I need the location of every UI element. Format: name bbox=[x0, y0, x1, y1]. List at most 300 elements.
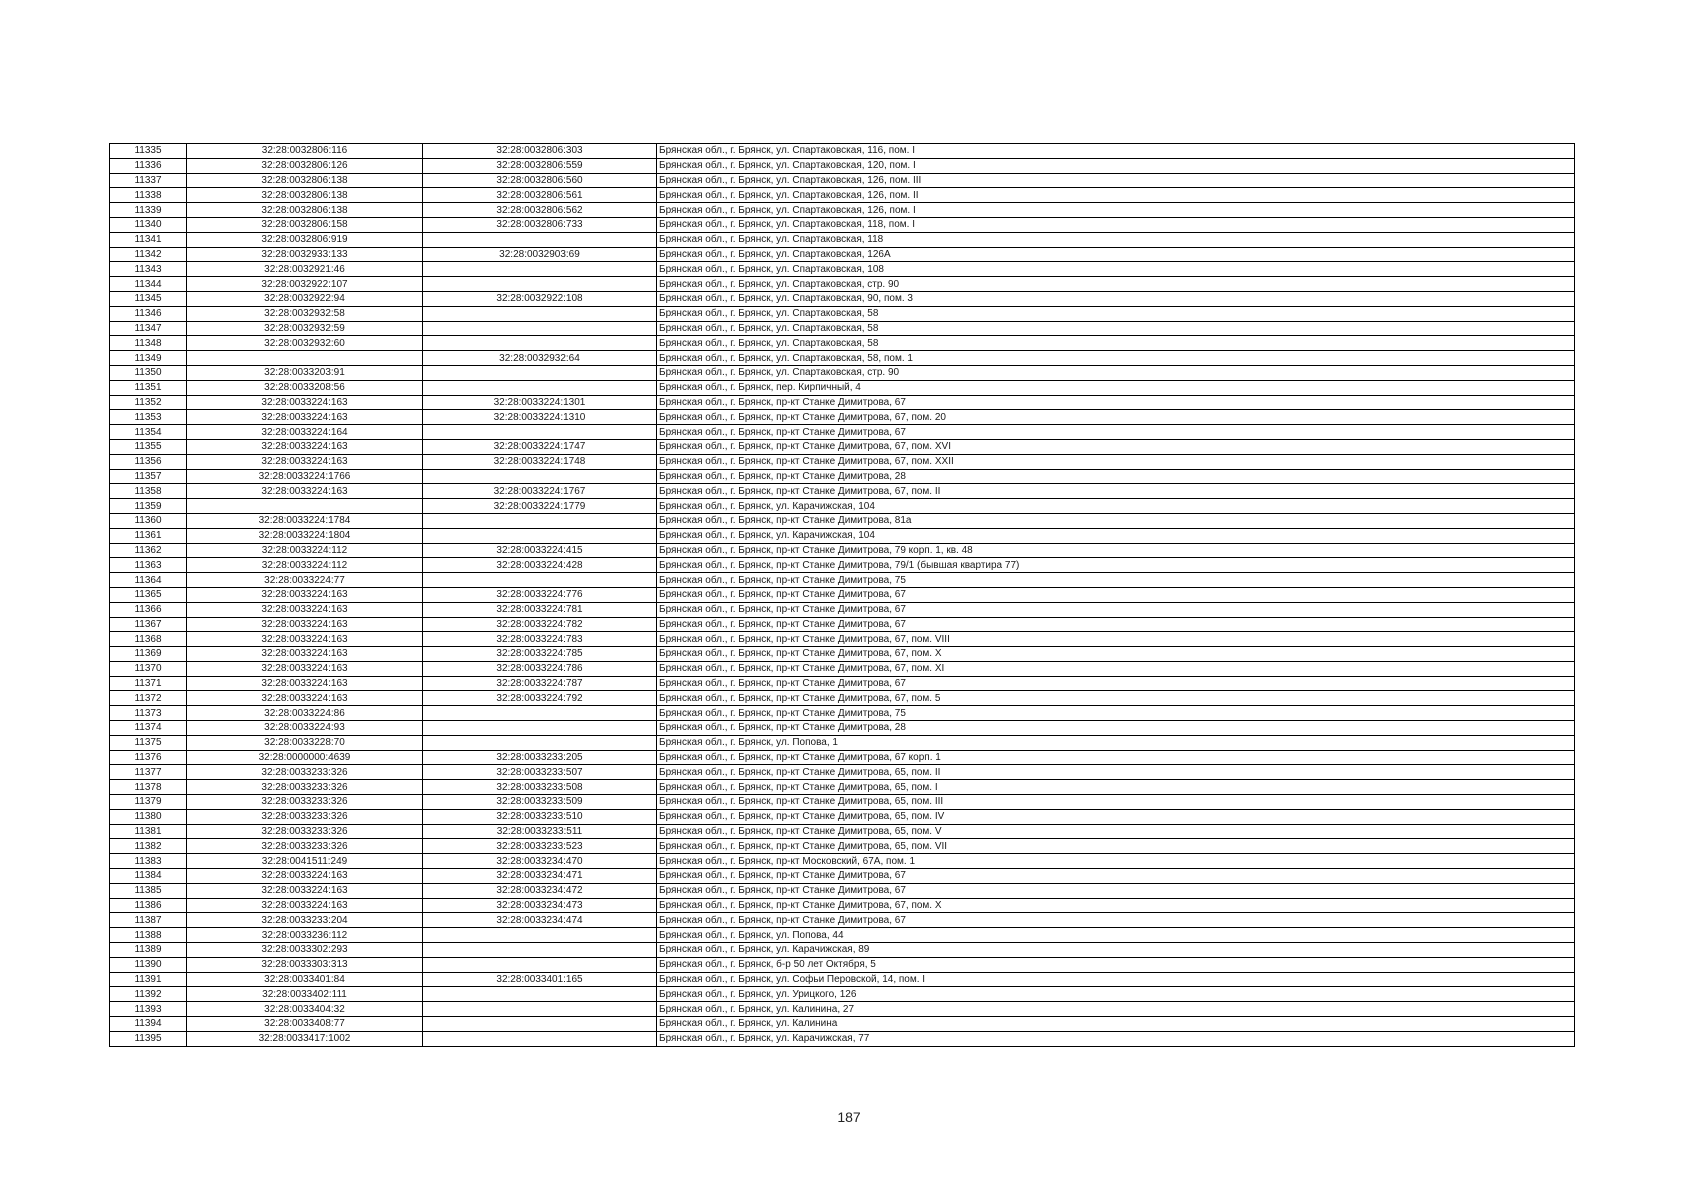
table-row bbox=[110, 558, 1575, 573]
object-cadastral-number-cell: 32:28:0033233:508 bbox=[423, 780, 657, 795]
address-cell: Брянская обл., г. Брянск, пр-кт Станке Димитрова, 67 bbox=[657, 395, 1575, 410]
object-cadastral-number-cell: 32:28:0032903:69 bbox=[423, 247, 657, 262]
object-cadastral-number-cell: 32:28:0033224:792 bbox=[423, 691, 657, 706]
parcel-cadastral-number-cell: 32:28:0033224:86 bbox=[187, 706, 423, 721]
parcel-cadastral-number-cell: 32:28:0033224:1766 bbox=[187, 469, 423, 484]
row-number-cell: 11383 bbox=[110, 854, 187, 869]
table-row bbox=[110, 647, 1575, 662]
object-cadastral-number-cell: 32:28:0033234:470 bbox=[423, 854, 657, 869]
object-cadastral-number-cell: 32:28:0033224:1747 bbox=[423, 439, 657, 454]
address-cell: Брянская обл., г. Брянск, ул. Спартаковская, 126А bbox=[657, 247, 1575, 262]
object-cadastral-number-cell: 32:28:0032806:561 bbox=[423, 188, 657, 203]
address-cell: Брянская обл., г. Брянск, пр-кт Станке Димитрова, 67, пом. 20 bbox=[657, 410, 1575, 425]
table-row bbox=[110, 1017, 1575, 1032]
parcel-cadastral-number-cell: 32:28:0041511:249 bbox=[187, 854, 423, 869]
parcel-cadastral-number-cell: 32:28:0033303:313 bbox=[187, 957, 423, 972]
row-number-cell: 11391 bbox=[110, 972, 187, 987]
table-row bbox=[110, 528, 1575, 543]
object-cadastral-number-cell bbox=[423, 1002, 657, 1017]
parcel-cadastral-number-cell: 32:28:0033224:163 bbox=[187, 647, 423, 662]
object-cadastral-number-cell: 32:28:0033224:782 bbox=[423, 617, 657, 632]
parcel-cadastral-number-cell: 32:28:0032806:126 bbox=[187, 158, 423, 173]
table-row bbox=[110, 351, 1575, 366]
row-number-cell: 11374 bbox=[110, 721, 187, 736]
table-row bbox=[110, 380, 1575, 395]
row-number-cell: 11354 bbox=[110, 425, 187, 440]
row-number-cell: 11338 bbox=[110, 188, 187, 203]
address-cell: Брянская обл., г. Брянск, ул. Калинина bbox=[657, 1017, 1575, 1032]
row-number-cell: 11345 bbox=[110, 291, 187, 306]
row-number-cell: 11361 bbox=[110, 528, 187, 543]
parcel-cadastral-number-cell: 32:28:0032932:60 bbox=[187, 336, 423, 351]
row-number-cell: 11387 bbox=[110, 913, 187, 928]
object-cadastral-number-cell: 32:28:0033224:1310 bbox=[423, 410, 657, 425]
parcel-cadastral-number-cell: 32:28:0032933:133 bbox=[187, 247, 423, 262]
object-cadastral-number-cell bbox=[423, 277, 657, 292]
parcel-cadastral-number-cell: 32:28:0033233:326 bbox=[187, 839, 423, 854]
row-number-cell: 11342 bbox=[110, 247, 187, 262]
object-cadastral-number-cell bbox=[423, 721, 657, 736]
row-number-cell: 11371 bbox=[110, 676, 187, 691]
object-cadastral-number-cell: 32:28:0032806:559 bbox=[423, 158, 657, 173]
row-number-cell: 11376 bbox=[110, 750, 187, 765]
object-cadastral-number-cell: 32:28:0033224:783 bbox=[423, 632, 657, 647]
row-number-cell: 11340 bbox=[110, 217, 187, 232]
table-row bbox=[110, 602, 1575, 617]
parcel-cadastral-number-cell: 32:28:0033233:326 bbox=[187, 824, 423, 839]
row-number-cell: 11352 bbox=[110, 395, 187, 410]
parcel-cadastral-number-cell: 32:28:0033208:56 bbox=[187, 380, 423, 395]
row-number-cell: 11384 bbox=[110, 869, 187, 884]
object-cadastral-number-cell: 32:28:0033224:1779 bbox=[423, 499, 657, 514]
row-number-cell: 11362 bbox=[110, 543, 187, 558]
table-row bbox=[110, 247, 1575, 262]
address-cell: Брянская обл., г. Брянск, ул. Калинина, 27 bbox=[657, 1002, 1575, 1017]
row-number-cell: 11379 bbox=[110, 795, 187, 810]
address-cell: Брянская обл., г. Брянск, ул. Спартаковская, 108 bbox=[657, 262, 1575, 277]
row-number-cell: 11344 bbox=[110, 277, 187, 292]
table-row bbox=[110, 987, 1575, 1002]
address-cell: Брянская обл., г. Брянск, ул. Спартаковская, 126, пом. III bbox=[657, 173, 1575, 188]
address-cell: Брянская обл., г. Брянск, ул. Спартаковская, 58 bbox=[657, 321, 1575, 336]
address-cell: Брянская обл., г. Брянск, пр-кт Станке Димитрова, 67 bbox=[657, 425, 1575, 440]
parcel-cadastral-number-cell: 32:28:0033224:163 bbox=[187, 661, 423, 676]
address-cell: Брянская обл., г. Брянск, пр-кт Станке Димитрова, 65, пом. III bbox=[657, 795, 1575, 810]
address-cell: Брянская обл., г. Брянск, пр-кт Станке Димитрова, 67, пом. VIII bbox=[657, 632, 1575, 647]
parcel-cadastral-number-cell bbox=[187, 499, 423, 514]
address-cell: Брянская обл., г. Брянск, пр-кт Станке Димитрова, 67, пом. XVI bbox=[657, 439, 1575, 454]
table-row bbox=[110, 750, 1575, 765]
object-cadastral-number-cell bbox=[423, 365, 657, 380]
address-cell: Брянская обл., г. Брянск, пр-кт Станке Димитрова, 67, пом. 5 bbox=[657, 691, 1575, 706]
row-number-cell: 11373 bbox=[110, 706, 187, 721]
object-cadastral-number-cell: 32:28:0033224:1748 bbox=[423, 454, 657, 469]
address-cell: Брянская обл., г. Брянск, б-р 50 лет Октября, 5 bbox=[657, 957, 1575, 972]
table-row bbox=[110, 454, 1575, 469]
parcel-cadastral-number-cell: 32:28:0032806:919 bbox=[187, 232, 423, 247]
address-cell: Брянская обл., г. Брянск, пр-кт Станке Димитрова, 75 bbox=[657, 573, 1575, 588]
address-cell: Брянская обл., г. Брянск, ул. Карачижская, 104 bbox=[657, 499, 1575, 514]
row-number-cell: 11378 bbox=[110, 780, 187, 795]
row-number-cell: 11335 bbox=[110, 144, 187, 159]
parcel-cadastral-number-cell: 32:28:0033224:1804 bbox=[187, 528, 423, 543]
address-cell: Брянская обл., г. Брянск, ул. Карачижская, 77 bbox=[657, 1031, 1575, 1046]
address-cell: Брянская обл., г. Брянск, пр-кт Станке Димитрова, 67, пом. X bbox=[657, 647, 1575, 662]
parcel-cadastral-number-cell: 32:28:0000000:4639 bbox=[187, 750, 423, 765]
table-row bbox=[110, 410, 1575, 425]
address-cell: Брянская обл., г. Брянск, ул. Спартаковская, 90, пом. 3 bbox=[657, 291, 1575, 306]
row-number-cell: 11377 bbox=[110, 765, 187, 780]
address-cell: Брянская обл., г. Брянск, пр-кт Станке Димитрова, 67 bbox=[657, 913, 1575, 928]
address-cell: Брянская обл., г. Брянск, ул. Софьи Перовской, 14, пом. I bbox=[657, 972, 1575, 987]
row-number-cell: 11347 bbox=[110, 321, 187, 336]
parcel-cadastral-number-cell: 32:28:0033224:163 bbox=[187, 632, 423, 647]
row-number-cell: 11385 bbox=[110, 883, 187, 898]
address-cell: Брянская обл., г. Брянск, пр-кт Станке Димитрова, 67 bbox=[657, 883, 1575, 898]
row-number-cell: 11348 bbox=[110, 336, 187, 351]
address-cell: Брянская обл., г. Брянск, пр-кт Станке Димитрова, 67, пом. II bbox=[657, 484, 1575, 499]
table-row bbox=[110, 1031, 1575, 1046]
object-cadastral-number-cell: 32:28:0033224:1301 bbox=[423, 395, 657, 410]
row-number-cell: 11360 bbox=[110, 513, 187, 528]
object-cadastral-number-cell bbox=[423, 987, 657, 1002]
address-cell: Брянская обл., г. Брянск, пр-кт Станке Димитрова, 81а bbox=[657, 513, 1575, 528]
address-cell: Брянская обл., г. Брянск, ул. Спартаковская, 126, пом. I bbox=[657, 203, 1575, 218]
page-number: 187 bbox=[837, 1109, 861, 1125]
row-number-cell: 11336 bbox=[110, 158, 187, 173]
table-row bbox=[110, 676, 1575, 691]
object-cadastral-number-cell: 32:28:0032806:560 bbox=[423, 173, 657, 188]
object-cadastral-number-cell: 32:28:0033224:785 bbox=[423, 647, 657, 662]
table-row bbox=[110, 780, 1575, 795]
address-cell: Брянская обл., г. Брянск, пр-кт Станке Димитрова, 67, пом. XI bbox=[657, 661, 1575, 676]
object-cadastral-number-cell: 32:28:0033234:473 bbox=[423, 898, 657, 913]
parcel-cadastral-number-cell: 32:28:0032932:59 bbox=[187, 321, 423, 336]
table-row bbox=[110, 499, 1575, 514]
object-cadastral-number-cell: 32:28:0032806:303 bbox=[423, 144, 657, 159]
address-cell: Брянская обл., г. Брянск, пр-кт Станке Димитрова, 67 bbox=[657, 602, 1575, 617]
table-row bbox=[110, 291, 1575, 306]
table-row bbox=[110, 217, 1575, 232]
address-cell: Брянская обл., г. Брянск, пр-кт Станке Димитрова, 75 bbox=[657, 706, 1575, 721]
address-cell: Брянская обл., г. Брянск, ул. Карачижская, 104 bbox=[657, 528, 1575, 543]
object-cadastral-number-cell bbox=[423, 735, 657, 750]
table-row bbox=[110, 144, 1575, 159]
object-cadastral-number-cell: 32:28:0033233:507 bbox=[423, 765, 657, 780]
address-cell: Брянская обл., г. Брянск, пр-кт Станке Димитрова, 67 bbox=[657, 676, 1575, 691]
address-cell: Брянская обл., г. Брянск, ул. Карачижская, 89 bbox=[657, 943, 1575, 958]
address-cell: Брянская обл., г. Брянск, ул. Спартаковская, стр. 90 bbox=[657, 277, 1575, 292]
table-row bbox=[110, 277, 1575, 292]
address-cell: Брянская обл., г. Брянск, ул. Спартаковская, 58 bbox=[657, 336, 1575, 351]
address-cell: Брянская обл., г. Брянск, пр-кт Станке Димитрова, 67, пом. XXII bbox=[657, 454, 1575, 469]
address-cell: Брянская обл., г. Брянск, пр-кт Станке Димитрова, 67 bbox=[657, 869, 1575, 884]
address-cell: Брянская обл., г. Брянск, пр-кт Станке Димитрова, 65, пом. II bbox=[657, 765, 1575, 780]
object-cadastral-number-cell bbox=[423, 262, 657, 277]
object-cadastral-number-cell bbox=[423, 528, 657, 543]
row-number-cell: 11394 bbox=[110, 1017, 187, 1032]
object-cadastral-number-cell: 32:28:0033224:776 bbox=[423, 587, 657, 602]
parcel-cadastral-number-cell: 32:28:0032806:138 bbox=[187, 173, 423, 188]
object-cadastral-number-cell bbox=[423, 957, 657, 972]
address-cell: Брянская обл., г. Брянск, ул. Спартаковская, 58, пом. 1 bbox=[657, 351, 1575, 366]
row-number-cell: 11382 bbox=[110, 839, 187, 854]
parcel-cadastral-number-cell: 32:28:0033224:163 bbox=[187, 691, 423, 706]
row-number-cell: 11364 bbox=[110, 573, 187, 588]
parcel-cadastral-number-cell: 32:28:0033224:77 bbox=[187, 573, 423, 588]
address-cell: Брянская обл., г. Брянск, пр-кт Станке Димитрова, 65, пом. VII bbox=[657, 839, 1575, 854]
parcel-cadastral-number-cell: 32:28:0033224:163 bbox=[187, 676, 423, 691]
address-cell: Брянская обл., г. Брянск, пр-кт Станке Димитрова, 28 bbox=[657, 469, 1575, 484]
object-cadastral-number-cell: 32:28:0033224:787 bbox=[423, 676, 657, 691]
object-cadastral-number-cell: 32:28:0033224:781 bbox=[423, 602, 657, 617]
parcel-cadastral-number-cell: 32:28:0033224:163 bbox=[187, 439, 423, 454]
table-row bbox=[110, 898, 1575, 913]
parcel-cadastral-number-cell: 32:28:0033224:112 bbox=[187, 543, 423, 558]
address-cell: Брянская обл., г. Брянск, ул. Спартаковская, 118, пом. I bbox=[657, 217, 1575, 232]
row-number-cell: 11349 bbox=[110, 351, 187, 366]
parcel-cadastral-number-cell: 32:28:0032806:138 bbox=[187, 203, 423, 218]
object-cadastral-number-cell bbox=[423, 706, 657, 721]
object-cadastral-number-cell bbox=[423, 425, 657, 440]
row-number-cell: 11369 bbox=[110, 647, 187, 662]
row-number-cell: 11346 bbox=[110, 306, 187, 321]
row-number-cell: 11372 bbox=[110, 691, 187, 706]
table-row bbox=[110, 306, 1575, 321]
parcel-cadastral-number-cell bbox=[187, 351, 423, 366]
table-row bbox=[110, 232, 1575, 247]
address-cell: Брянская обл., г. Брянск, пр-кт Станке Димитрова, 79/1 (бывшая квартира 77) bbox=[657, 558, 1575, 573]
parcel-cadastral-number-cell: 32:28:0033224:164 bbox=[187, 425, 423, 440]
parcel-cadastral-number-cell: 32:28:0033203:91 bbox=[187, 365, 423, 380]
object-cadastral-number-cell: 32:28:0033401:165 bbox=[423, 972, 657, 987]
table-row bbox=[110, 439, 1575, 454]
table-row bbox=[110, 203, 1575, 218]
table-row bbox=[110, 587, 1575, 602]
object-cadastral-number-cell: 32:28:0032922:108 bbox=[423, 291, 657, 306]
parcel-cadastral-number-cell: 32:28:0033224:112 bbox=[187, 558, 423, 573]
registry-table-body bbox=[110, 144, 1575, 1047]
parcel-cadastral-number-cell: 32:28:0033224:163 bbox=[187, 484, 423, 499]
parcel-cadastral-number-cell: 32:28:0033224:163 bbox=[187, 898, 423, 913]
address-cell: Брянская обл., г. Брянск, пр-кт Московский, 67А, пом. 1 bbox=[657, 854, 1575, 869]
parcel-cadastral-number-cell: 32:28:0033404:32 bbox=[187, 1002, 423, 1017]
row-number-cell: 11386 bbox=[110, 898, 187, 913]
address-cell: Брянская обл., г. Брянск, ул. Урицкого, 126 bbox=[657, 987, 1575, 1002]
object-cadastral-number-cell bbox=[423, 336, 657, 351]
object-cadastral-number-cell bbox=[423, 1031, 657, 1046]
parcel-cadastral-number-cell: 32:28:0033228:70 bbox=[187, 735, 423, 750]
table-row bbox=[110, 513, 1575, 528]
table-row bbox=[110, 795, 1575, 810]
table-row bbox=[110, 854, 1575, 869]
row-number-cell: 11356 bbox=[110, 454, 187, 469]
table-row bbox=[110, 365, 1575, 380]
address-cell: Брянская обл., г. Брянск, ул. Спартаковская, 126, пом. II bbox=[657, 188, 1575, 203]
row-number-cell: 11367 bbox=[110, 617, 187, 632]
parcel-cadastral-number-cell: 32:28:0033224:163 bbox=[187, 395, 423, 410]
address-cell: Брянская обл., г. Брянск, пр-кт Станке Димитрова, 28 bbox=[657, 721, 1575, 736]
parcel-cadastral-number-cell: 32:28:0032806:116 bbox=[187, 144, 423, 159]
object-cadastral-number-cell bbox=[423, 1017, 657, 1032]
table-row bbox=[110, 721, 1575, 736]
parcel-cadastral-number-cell: 32:28:0033224:163 bbox=[187, 869, 423, 884]
row-number-cell: 11395 bbox=[110, 1031, 187, 1046]
table-row bbox=[110, 972, 1575, 987]
parcel-cadastral-number-cell: 32:28:0033402:111 bbox=[187, 987, 423, 1002]
table-row bbox=[110, 173, 1575, 188]
table-row bbox=[110, 928, 1575, 943]
row-number-cell: 11380 bbox=[110, 809, 187, 824]
object-cadastral-number-cell bbox=[423, 321, 657, 336]
table-row bbox=[110, 395, 1575, 410]
row-number-cell: 11366 bbox=[110, 602, 187, 617]
object-cadastral-number-cell bbox=[423, 573, 657, 588]
table-row bbox=[110, 691, 1575, 706]
object-cadastral-number-cell: 32:28:0033224:786 bbox=[423, 661, 657, 676]
row-number-cell: 11358 bbox=[110, 484, 187, 499]
table-row bbox=[110, 883, 1575, 898]
address-cell: Брянская обл., г. Брянск, пр-кт Станке Димитрова, 67 корп. 1 bbox=[657, 750, 1575, 765]
object-cadastral-number-cell bbox=[423, 928, 657, 943]
table-row bbox=[110, 661, 1575, 676]
object-cadastral-number-cell bbox=[423, 513, 657, 528]
table-row bbox=[110, 617, 1575, 632]
object-cadastral-number-cell bbox=[423, 943, 657, 958]
table-row bbox=[110, 943, 1575, 958]
row-number-cell: 11351 bbox=[110, 380, 187, 395]
table-row bbox=[110, 336, 1575, 351]
parcel-cadastral-number-cell: 32:28:0033224:1784 bbox=[187, 513, 423, 528]
address-cell: Брянская обл., г. Брянск, пр-кт Станке Димитрова, 65, пом. I bbox=[657, 780, 1575, 795]
address-cell: Брянская обл., г. Брянск, пр-кт Станке Димитрова, 65, пом. IV bbox=[657, 809, 1575, 824]
address-cell: Брянская обл., г. Брянск, ул. Попова, 44 bbox=[657, 928, 1575, 943]
object-cadastral-number-cell: 32:28:0033234:471 bbox=[423, 869, 657, 884]
table-row bbox=[110, 188, 1575, 203]
parcel-cadastral-number-cell: 32:28:0033224:163 bbox=[187, 410, 423, 425]
parcel-cadastral-number-cell: 32:28:0033224:163 bbox=[187, 883, 423, 898]
address-cell: Брянская обл., г. Брянск, пр-кт Станке Димитрова, 67 bbox=[657, 617, 1575, 632]
parcel-cadastral-number-cell: 32:28:0032932:58 bbox=[187, 306, 423, 321]
parcel-cadastral-number-cell: 32:28:0033233:326 bbox=[187, 795, 423, 810]
table-row bbox=[110, 158, 1575, 173]
object-cadastral-number-cell bbox=[423, 469, 657, 484]
parcel-cadastral-number-cell: 32:28:0033408:77 bbox=[187, 1017, 423, 1032]
row-number-cell: 11355 bbox=[110, 439, 187, 454]
address-cell: Брянская обл., г. Брянск, ул. Спартаковская, 120, пом. I bbox=[657, 158, 1575, 173]
table-row bbox=[110, 913, 1575, 928]
row-number-cell: 11390 bbox=[110, 957, 187, 972]
address-cell: Брянская обл., г. Брянск, пер. Кирпичный, 4 bbox=[657, 380, 1575, 395]
object-cadastral-number-cell: 32:28:0032806:562 bbox=[423, 203, 657, 218]
parcel-cadastral-number-cell: 32:28:0033224:163 bbox=[187, 617, 423, 632]
parcel-cadastral-number-cell: 32:28:0033417:1002 bbox=[187, 1031, 423, 1046]
object-cadastral-number-cell: 32:28:0032806:733 bbox=[423, 217, 657, 232]
object-cadastral-number-cell: 32:28:0033234:474 bbox=[423, 913, 657, 928]
table-row bbox=[110, 735, 1575, 750]
table-row bbox=[110, 262, 1575, 277]
table-row bbox=[110, 869, 1575, 884]
parcel-cadastral-number-cell: 32:28:0033401:84 bbox=[187, 972, 423, 987]
parcel-cadastral-number-cell: 32:28:0033233:326 bbox=[187, 809, 423, 824]
object-cadastral-number-cell: 32:28:0033234:472 bbox=[423, 883, 657, 898]
row-number-cell: 11353 bbox=[110, 410, 187, 425]
row-number-cell: 11389 bbox=[110, 943, 187, 958]
row-number-cell: 11381 bbox=[110, 824, 187, 839]
address-cell: Брянская обл., г. Брянск, пр-кт Станке Димитрова, 65, пом. V bbox=[657, 824, 1575, 839]
row-number-cell: 11350 bbox=[110, 365, 187, 380]
object-cadastral-number-cell: 32:28:0033233:205 bbox=[423, 750, 657, 765]
row-number-cell: 11388 bbox=[110, 928, 187, 943]
registry-table bbox=[109, 143, 1575, 1047]
parcel-cadastral-number-cell: 32:28:0033224:163 bbox=[187, 587, 423, 602]
parcel-cadastral-number-cell: 32:28:0033233:326 bbox=[187, 765, 423, 780]
object-cadastral-number-cell: 32:28:0033233:511 bbox=[423, 824, 657, 839]
table-row bbox=[110, 839, 1575, 854]
address-cell: Брянская обл., г. Брянск, ул. Спартаковская, 116, пом. I bbox=[657, 144, 1575, 159]
address-cell: Брянская обл., г. Брянск, ул. Попова, 1 bbox=[657, 735, 1575, 750]
object-cadastral-number-cell bbox=[423, 306, 657, 321]
row-number-cell: 11341 bbox=[110, 232, 187, 247]
table-row bbox=[110, 824, 1575, 839]
parcel-cadastral-number-cell: 32:28:0033233:326 bbox=[187, 780, 423, 795]
object-cadastral-number-cell: 32:28:0033233:510 bbox=[423, 809, 657, 824]
table-row bbox=[110, 321, 1575, 336]
object-cadastral-number-cell: 32:28:0033233:509 bbox=[423, 795, 657, 810]
table-row bbox=[110, 484, 1575, 499]
object-cadastral-number-cell: 32:28:0032932:64 bbox=[423, 351, 657, 366]
address-cell: Брянская обл., г. Брянск, ул. Спартаковская, стр. 90 bbox=[657, 365, 1575, 380]
row-number-cell: 11337 bbox=[110, 173, 187, 188]
row-number-cell: 11343 bbox=[110, 262, 187, 277]
table-row bbox=[110, 543, 1575, 558]
row-number-cell: 11392 bbox=[110, 987, 187, 1002]
parcel-cadastral-number-cell: 32:28:0033224:93 bbox=[187, 721, 423, 736]
object-cadastral-number-cell: 32:28:0033233:523 bbox=[423, 839, 657, 854]
row-number-cell: 11339 bbox=[110, 203, 187, 218]
object-cadastral-number-cell: 32:28:0033224:428 bbox=[423, 558, 657, 573]
object-cadastral-number-cell: 32:28:0033224:1767 bbox=[423, 484, 657, 499]
row-number-cell: 11393 bbox=[110, 1002, 187, 1017]
table-row bbox=[110, 809, 1575, 824]
table-row bbox=[110, 632, 1575, 647]
object-cadastral-number-cell: 32:28:0033224:415 bbox=[423, 543, 657, 558]
table-row bbox=[110, 425, 1575, 440]
parcel-cadastral-number-cell: 32:28:0033302:293 bbox=[187, 943, 423, 958]
table-row bbox=[110, 1002, 1575, 1017]
address-cell: Брянская обл., г. Брянск, ул. Спартаковская, 118 bbox=[657, 232, 1575, 247]
address-cell: Брянская обл., г. Брянск, пр-кт Станке Димитрова, 79 корп. 1, кв. 48 bbox=[657, 543, 1575, 558]
address-cell: Брянская обл., г. Брянск, пр-кт Станке Димитрова, 67, пом. X bbox=[657, 898, 1575, 913]
row-number-cell: 11363 bbox=[110, 558, 187, 573]
table-row bbox=[110, 765, 1575, 780]
table-row bbox=[110, 573, 1575, 588]
object-cadastral-number-cell bbox=[423, 380, 657, 395]
table-row bbox=[110, 706, 1575, 721]
parcel-cadastral-number-cell: 32:28:0032806:138 bbox=[187, 188, 423, 203]
parcel-cadastral-number-cell: 32:28:0032922:107 bbox=[187, 277, 423, 292]
parcel-cadastral-number-cell: 32:28:0033224:163 bbox=[187, 454, 423, 469]
row-number-cell: 11365 bbox=[110, 587, 187, 602]
row-number-cell: 11359 bbox=[110, 499, 187, 514]
row-number-cell: 11357 bbox=[110, 469, 187, 484]
parcel-cadastral-number-cell: 32:28:0033233:204 bbox=[187, 913, 423, 928]
row-number-cell: 11370 bbox=[110, 661, 187, 676]
object-cadastral-number-cell bbox=[423, 232, 657, 247]
address-cell: Брянская обл., г. Брянск, ул. Спартаковская, 58 bbox=[657, 306, 1575, 321]
parcel-cadastral-number-cell: 32:28:0032806:158 bbox=[187, 217, 423, 232]
row-number-cell: 11375 bbox=[110, 735, 187, 750]
